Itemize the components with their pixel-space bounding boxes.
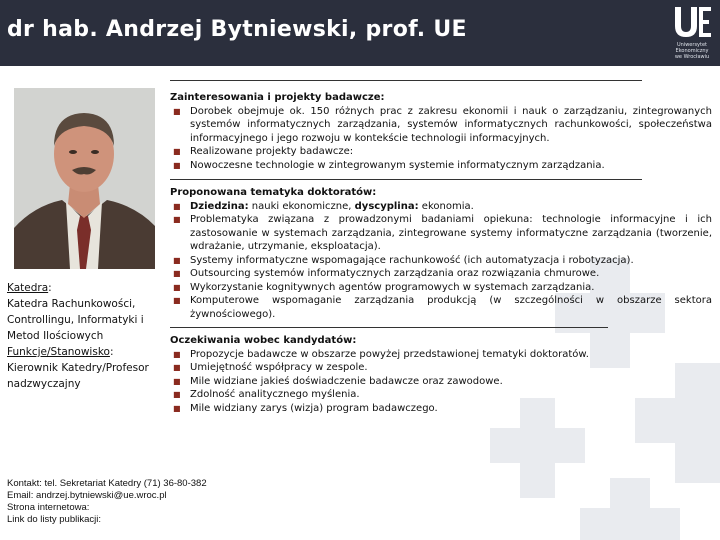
bullet-icon: ■ xyxy=(173,160,181,170)
bullet-icon: ■ xyxy=(173,255,181,265)
portrait-photo xyxy=(14,88,155,269)
header-bar xyxy=(0,0,720,66)
bullet-icon: ■ xyxy=(173,147,181,156)
ue-logo-icon xyxy=(672,4,712,40)
publications-link[interactable]: Link do listy publikacji: xyxy=(7,514,101,525)
list-item: ■ Problematyka związana z prowadzonymi badaniami opiekuna: technologie informacyjne i ich zastosowanie w systemach zarządzania, zintegrowane systemy informatyczne zarządzania (tworzenie, wdrażanie, utrzymanie, eksploatacja). xyxy=(173,214,712,252)
list-item: ■ Dorobek obejmuje ok. 150 różnych prac z zakresu ekonomii i nauk o zarządzaniu, zintegrowanych systemów informatycznych zarządzania, systemów informatycznych rachunkowości, społeczeństwa informacyjnego i jego rozwoju w kontekście technologii informacyjnych. xyxy=(173,105,712,144)
interests-title: Zainteresowania i projekty badawcze: xyxy=(170,92,385,103)
katedra-label: Katedra xyxy=(7,282,49,294)
divider xyxy=(170,80,642,81)
logo-caption: Uniwersytet Ekonomiczny we Wrocławiu xyxy=(674,42,710,60)
contact-footer xyxy=(7,478,207,526)
main-content xyxy=(170,80,712,415)
bullet-icon: ■ xyxy=(173,282,181,292)
list-item: ■ Dziedzina: nauki ekonomiczne, dyscyplina: ekonomia. xyxy=(173,200,474,212)
list-item: ■ Mile widziany zarys (wizja) program badawczego. xyxy=(173,402,438,414)
list-item: ■ Systemy informatyczne wspomagające rachunkowość (ich automatyzacja i robotyzacja). xyxy=(173,254,634,266)
bullet-icon: ■ xyxy=(173,349,181,359)
expectations-list xyxy=(170,348,712,416)
expectations-title: Oczekiwania wobec kandydatów: xyxy=(170,335,357,346)
bullet-icon: ■ xyxy=(173,215,181,224)
list-item: ■ Zdolność analitycznego myślenia. xyxy=(173,389,360,400)
list-item: ■ Nowoczesne technologie w zintegrowanym systemie informatycznym zarządzania. xyxy=(173,159,605,171)
interests-list xyxy=(170,105,712,173)
bullet-icon: ■ xyxy=(173,403,181,413)
function-label: Funkcje/Stanowisko xyxy=(7,346,110,358)
bullet-icon: ■ xyxy=(173,201,181,211)
bullet-icon: ■ xyxy=(173,390,181,399)
divider xyxy=(170,179,642,180)
university-logo xyxy=(668,4,716,62)
list-item: ■ Umiejętność współpracy w zespole. xyxy=(173,362,368,373)
website-link[interactable]: Strona internetowa: xyxy=(7,502,90,513)
function-row: Funkcje/Stanowisko: xyxy=(7,346,114,358)
list-item: ■ Komputerowe wspomaganie zarządzania produkcją (w szczególności w obszarze sektora żywnościowego). xyxy=(173,295,712,320)
contact-phone: Kontakt: tel. Sekretariat Katedry (71) 36-80-382 xyxy=(7,478,207,489)
katedra-row: Katedra: xyxy=(7,282,52,294)
profile-info xyxy=(7,280,167,392)
topics-list xyxy=(170,200,712,322)
bullet-icon: ■ xyxy=(173,363,181,372)
list-item: ■ Propozycje badawcze w obszarze powyżej przedstawionej tematyki doktoratów. xyxy=(173,348,589,360)
portrait-icon xyxy=(14,88,155,269)
contact-email[interactable]: Email: andrzej.bytniewski@ue.wroc.pl xyxy=(7,490,167,501)
list-item: ■ Realizowane projekty badawcze: xyxy=(173,146,354,157)
bullet-icon: ■ xyxy=(173,376,181,386)
divider xyxy=(170,327,608,328)
page-title: dr hab. Andrzej Bytniewski, prof. UE xyxy=(7,17,467,42)
list-item: ■ Mile widziane jakieś doświadczenie badawcze oraz zawodowe. xyxy=(173,375,503,387)
list-item: ■ Outsourcing systemów informatycznych zarządzania oraz rozwiązania chmurowe. xyxy=(173,268,600,279)
topics-title: Proponowana tematyka doktoratów: xyxy=(170,187,377,198)
bullet-icon: ■ xyxy=(173,296,181,305)
bullet-icon: ■ xyxy=(173,106,181,116)
bullet-icon: ■ xyxy=(173,269,181,278)
function-value: Kierownik Katedry/Profesor nadzwyczajny xyxy=(7,362,149,390)
katedra-value: Katedra Rachunkowości, Controllingu, Informatyki i Metod Ilościowych xyxy=(7,298,144,342)
list-item: ■ Wykorzystanie kognitywnych agentów programowych w systemach zarządzania. xyxy=(173,281,595,293)
